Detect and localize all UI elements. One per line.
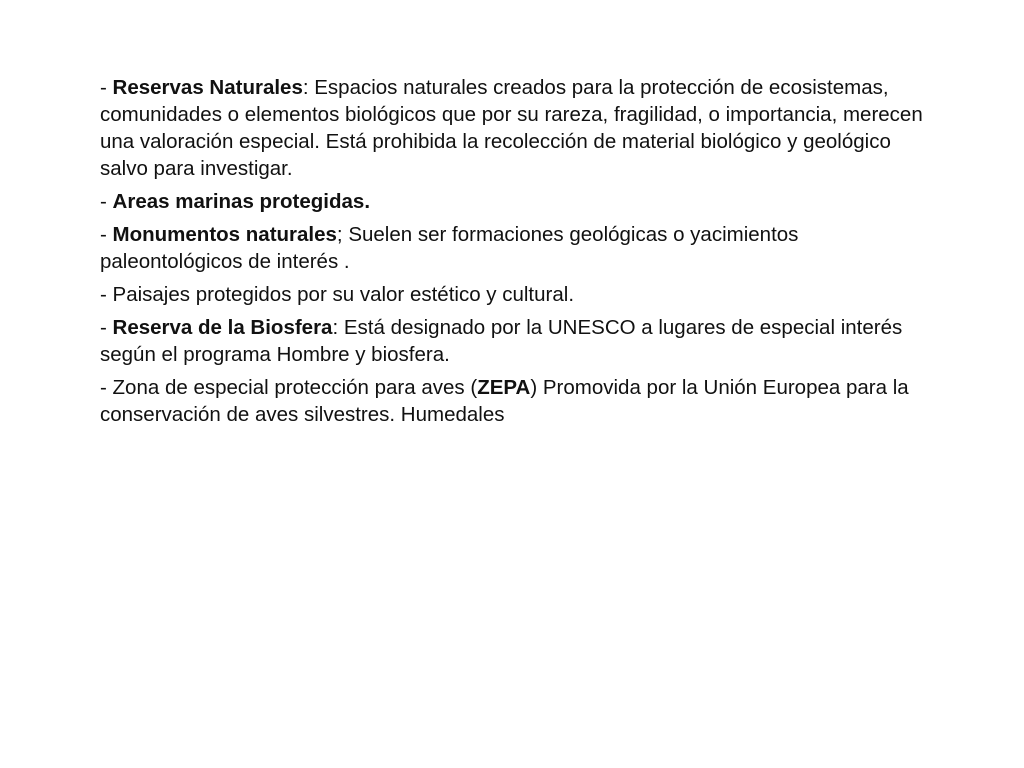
item-prefix: - (100, 316, 113, 339)
item-monumentos-naturales (100, 221, 940, 275)
item-prefix: - (100, 190, 113, 213)
item-term: ZEPA (477, 376, 531, 399)
item-paisajes-protegidos (100, 281, 940, 308)
slide-body (100, 74, 940, 434)
item-text: : Está designado por la UNESCO a lugares de especial interés según el programa Hombre y biosfera. (100, 316, 903, 366)
item-reserva-biosfera (100, 314, 940, 368)
item-prefix: - Zona de especial protección para aves ( (100, 376, 478, 399)
item-text: ) Promovida por la Unión Europea para la conservación de aves silvestres. Humedales (100, 376, 909, 426)
item-reservas-naturales (100, 74, 940, 182)
item-text: : Espacios naturales creados para la protección de ecosistemas, comunidades o elementos biológicos que por su rareza, fragilidad, o importancia, merecen una valoración especial. Está prohibida la recolección de material biológico y geológico salvo para investigar. (100, 76, 923, 180)
item-prefix: - (100, 223, 113, 246)
item-prefix: - (100, 76, 113, 99)
item-text: ; Suelen ser formaciones geológicas o yacimientos paleontológicos de interés . (100, 223, 799, 273)
item-term: Reserva de la Biosfera (112, 316, 333, 339)
item-term: Monumentos naturales (112, 223, 337, 246)
item-areas-marinas (100, 188, 940, 215)
item-text: Paisajes protegidos por su valor estético y cultural. (112, 283, 575, 306)
item-text: . (364, 190, 371, 213)
item-zepa (100, 374, 940, 428)
item-term: Areas marinas protegidas (112, 190, 365, 213)
item-term: Reservas Naturales (112, 76, 303, 99)
item-prefix: - (100, 283, 113, 306)
